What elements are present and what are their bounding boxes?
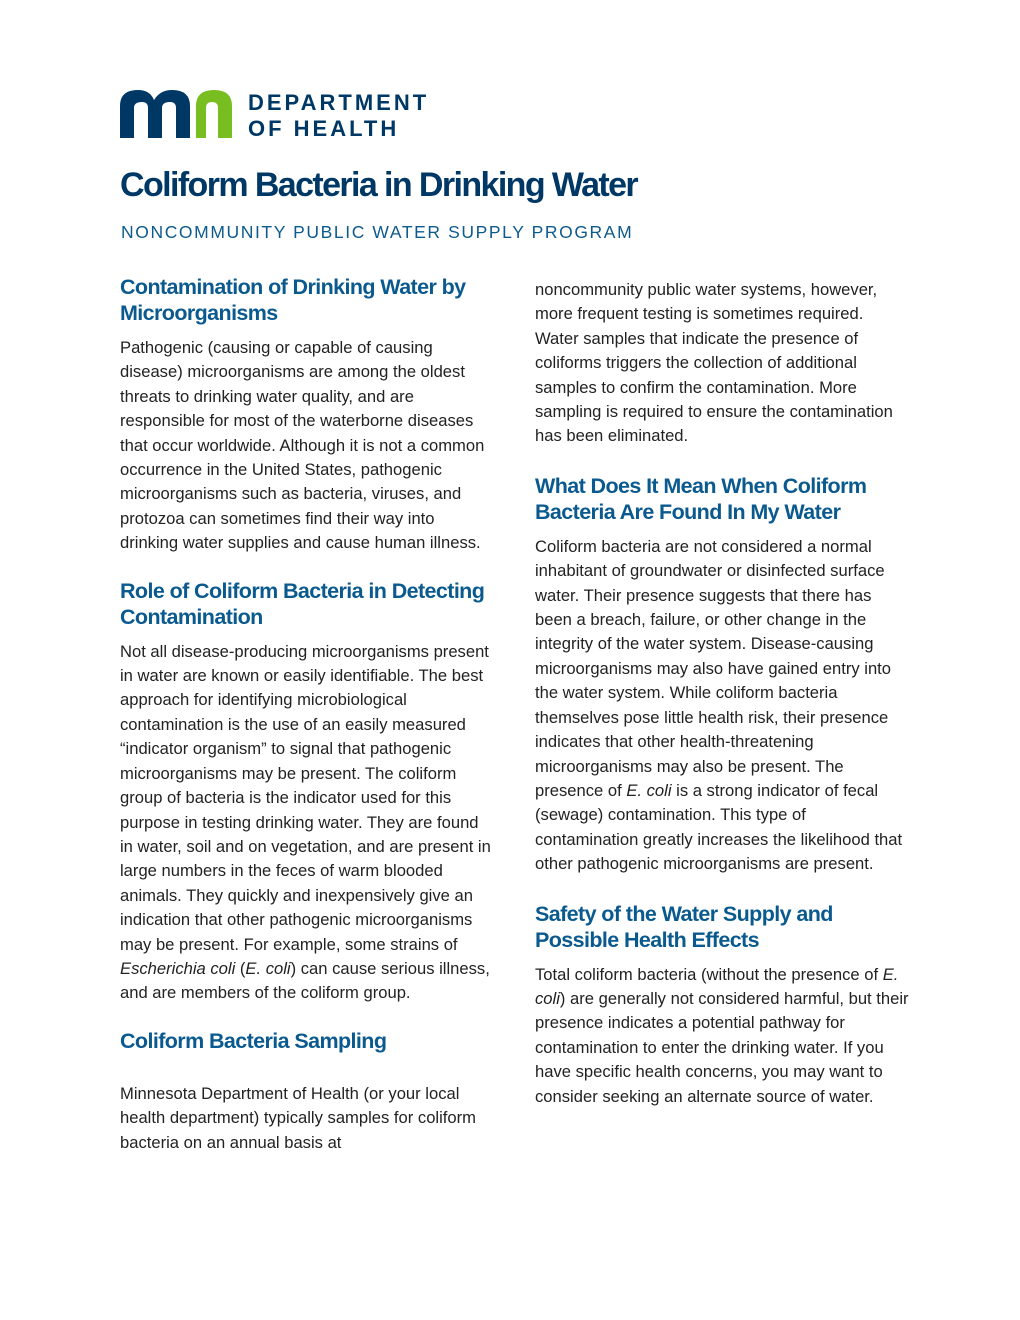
body-text: ) are generally not considered harmful, but their presence indicates a potential pathway for contamination to enter the drinking water. If you have specific health concerns, you may want to consider seeking an alternate source of water. xyxy=(535,988,909,1106)
section-body: Minnesota Department of Health (or your local health department) typically samples for coliform bacteria on an annual basis at xyxy=(120,1083,476,1152)
section-role xyxy=(120,578,496,1006)
section-body: Pathogenic (causing or capable of causing disease) microorganisms are among the oldest threats to drinking water quality, and are responsible for most of the waterborne diseases that occur worldwide. Although it is not a common occurrence in the United States, pathogenic microorganisms such as bacteria, viruses, and protozoa can sometimes find their way into drinking water supplies and cause human illness. xyxy=(120,338,485,553)
wordmark-line-2: OF HEALTH xyxy=(248,116,400,141)
body-text: Total coliform bacteria (without the presence of xyxy=(535,964,883,984)
section-body-continued: noncommunity public water systems, however, more frequent testing is sometimes required. Water samples that indicate the presence of coliforms triggers the collection of additional samples to confirm the contamination. More sampling is required to ensure the contamination has been eliminated. xyxy=(535,280,893,446)
section-body xyxy=(535,535,911,877)
mdh-logo xyxy=(120,88,429,142)
right-column xyxy=(535,278,911,1109)
body-text: Coliform bacteria are not considered a normal inhabitant of groundwater or disinfected surface water. Their presence suggests that there has been a breach, failure, or other change in the integrity of the water system. Disease-causing microorganisms may also have gained entry into the water system. While coliform bacteria themselves pose little health risk, their presence indicates that other health-threatening microorganisms may also be present. The presence of xyxy=(535,536,892,800)
page-subtitle: NONCOMMUNITY PUBLIC WATER SUPPLY PROGRAM xyxy=(121,222,634,242)
section-heading: Safety of the Water Supply and Possible Health Effects xyxy=(535,901,833,952)
page-title: Coliform Bacteria in Drinking Water xyxy=(120,166,638,204)
species-abbrev: E. coli xyxy=(626,780,672,800)
section-body xyxy=(120,640,496,1006)
section-heading: Contamination of Drinking Water by Microorganisms xyxy=(120,275,466,325)
body-text: ( xyxy=(235,958,246,978)
species-name: Escherichia coli xyxy=(120,958,236,978)
section-meaning xyxy=(535,473,911,877)
section-heading: Role of Coliform Bacteria in Detecting Contamination xyxy=(120,578,485,629)
section-safety xyxy=(535,901,911,1109)
wordmark-line-1: DEPARTMENT xyxy=(248,90,430,115)
species-abbrev: E. coli xyxy=(245,958,291,978)
body-text: ) can cause serious illness, and are members of the coliform group. xyxy=(120,958,490,1003)
body-text: is a strong indicator of fecal (sewage) contamination. This type of contamination greatly increases the likelihood that other pathogenic microorganisms are present. xyxy=(535,780,903,874)
section-heading: Coliform Bacteria Sampling xyxy=(120,1028,387,1053)
species-abbrev: E. coli xyxy=(535,964,899,1008)
section-body xyxy=(535,963,911,1109)
left-column xyxy=(120,274,496,1155)
body-text: Not all disease-producing microorganisms present in water are known or easily identifiable. The best approach for identifying microbiological contamination is the use of an easily measured “indicator organism” to signal that pathogenic microorganisms may be present. The coliform group of bacteria is the indicator used for this purpose in testing drinking water. They are found in water, soil and on vegetation, and are present in large numbers in the feces of warm blooded animals. They quickly and inexpensively give an indication that other pathogenic microorganisms may be present. For example, some strains of xyxy=(120,641,491,954)
mn-logo-mark-icon xyxy=(120,88,232,140)
department-wordmark xyxy=(248,90,429,142)
section-contamination xyxy=(120,274,496,556)
section-heading: What Does It Mean When Coliform Bacteria Are Found In My Water xyxy=(535,473,867,524)
section-sampling xyxy=(120,1028,496,1155)
